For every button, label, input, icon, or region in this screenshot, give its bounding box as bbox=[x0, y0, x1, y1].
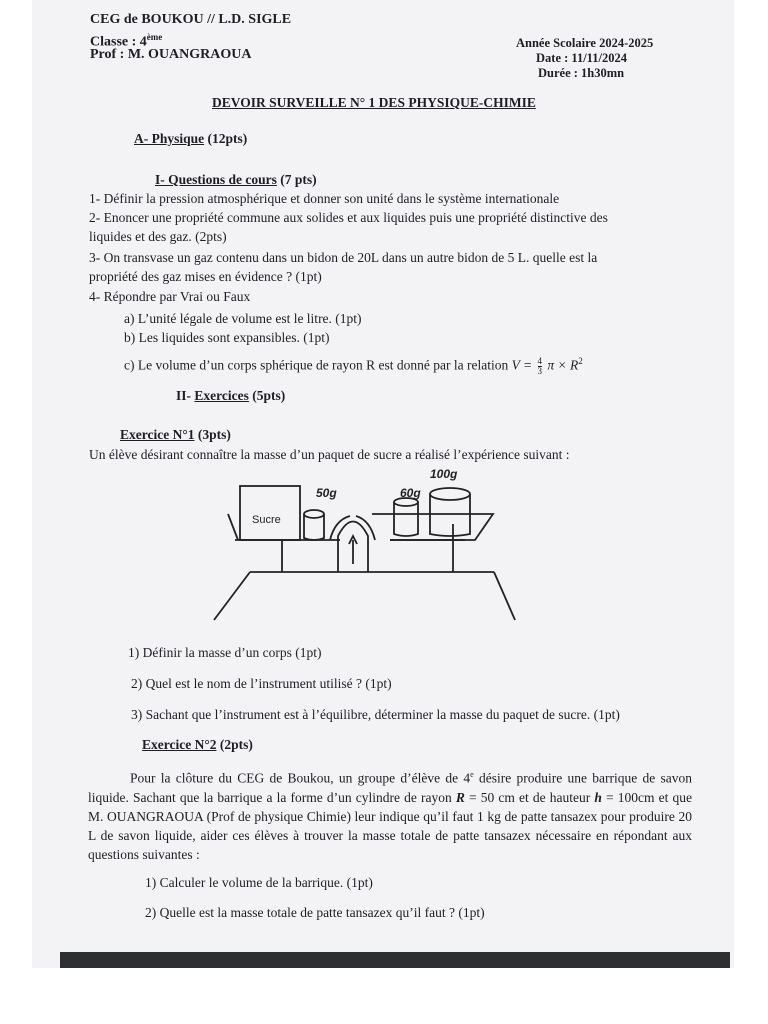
volume-formula: V = bbox=[511, 357, 533, 373]
question-4: 4- Répondre par Vrai ou Faux bbox=[89, 289, 251, 304]
question-1: 1- Définir la pression atmosphérique et donner son unité dans le système internationale bbox=[89, 191, 560, 206]
exam-title: DEVOIR SURVEILLE N° 1 DES PHYSIQUE-CHIMIE bbox=[212, 95, 536, 110]
class-label: Classe : 4ème bbox=[90, 32, 163, 50]
exercise-1-q3: 3) Sachant que l’instrument est à l’équilibre, déterminer la masse du paquet de sucre. (1pt) bbox=[131, 707, 620, 722]
question-3-line2: propriété des gaz mises en évidence ? (1pt) bbox=[89, 269, 322, 284]
exercise-1-q1: 1) Définir la masse d’un corps (1pt) bbox=[128, 645, 322, 660]
exercise-2-q2: 2) Quelle est la masse totale de patte tansazex qu’il faut ? (1pt) bbox=[145, 905, 485, 920]
question-4b: b) Les liquides sont expansibles. (1pt) bbox=[124, 330, 330, 345]
label-100g: 100g bbox=[430, 467, 458, 481]
weight-60g bbox=[394, 502, 418, 536]
part1-heading: I- Questions de cours (7 pts) bbox=[155, 172, 317, 187]
sugar-label: Sucre bbox=[252, 514, 281, 526]
exam-date: Date : 11/11/2024 bbox=[536, 51, 627, 65]
question-2-line1: 2- Enoncer une propriété commune aux solides et aux liquides puis une propriété distinctive des bbox=[89, 210, 608, 225]
formula-fraction: $\frac{4}{3}$ bbox=[537, 355, 542, 376]
sugar-packet bbox=[240, 486, 300, 540]
exercise-1-heading: Exercice N°1 (3pts) bbox=[120, 427, 231, 442]
right-pan bbox=[372, 514, 493, 540]
balance-right-leg bbox=[494, 572, 515, 620]
exam-duration: Durée : 1h30mn bbox=[538, 66, 625, 80]
question-3-line1: 3- On transvase un gaz contenu dans un bidon de 20L dans un autre bidon de 5 L. quelle est la bbox=[89, 250, 598, 265]
question-2-line2: liquides et des gaz. (2pts) bbox=[89, 229, 227, 244]
part2-heading: II- Exercices (5pts) bbox=[176, 388, 286, 403]
exercise-1-intro: Un élève désirant connaître la masse d’un paquet de sucre a réalisé l’expérience suivant : bbox=[89, 447, 570, 462]
teacher-name: Prof : M. OUANGRAOUA bbox=[90, 47, 252, 62]
question-4c: c) Le volume d’un corps sphérique de rayon R est donné par la relation V = $\frac{4}{3}$ $\pi \times R^2$ bbox=[124, 355, 583, 376]
question-4a: a) L’unité légale de volume est le litre. (1pt) bbox=[124, 311, 362, 326]
page-bottom-edge bbox=[60, 952, 730, 968]
school-year: Année Scolaire 2024-2025 bbox=[516, 36, 654, 50]
label-60g: 60g bbox=[400, 486, 421, 500]
exercise-1-q2: 2) Quel est le nom de l’instrument utilisé ? (1pt) bbox=[131, 676, 392, 691]
school-name: CEG de BOUKOU // L.D. SIGLE bbox=[90, 12, 292, 27]
balance-figure bbox=[210, 462, 530, 630]
section-a-heading: A- Physique (12pts) bbox=[134, 131, 248, 146]
balance-left-leg bbox=[214, 572, 250, 620]
exercise-2-q1: 1) Calculer le volume de la barrique. (1pt) bbox=[145, 875, 373, 890]
exercise-2-heading: Exercice N°2 (2pts) bbox=[142, 737, 253, 752]
exercise-2-statement: Pour la clôture du CEG de Boukou, un groupe d’élève de 4e désire produire une barrique de savon liquide. Sachant que la barrique a la forme d’un cylindre de rayon R = 50 cm et de hauteur h = 100cm et que M. OUANGRAOUA (Prof de physique Chimie) leur indique qu’il faut 1 kg de patte tansazex pour produire 20 L de savon liquide, aider ces élèves à trouver la masse totale de patte tansazex nécessaire en répondant aux questions suivantes : bbox=[88, 770, 692, 862]
label-50g: 50g bbox=[316, 486, 337, 500]
